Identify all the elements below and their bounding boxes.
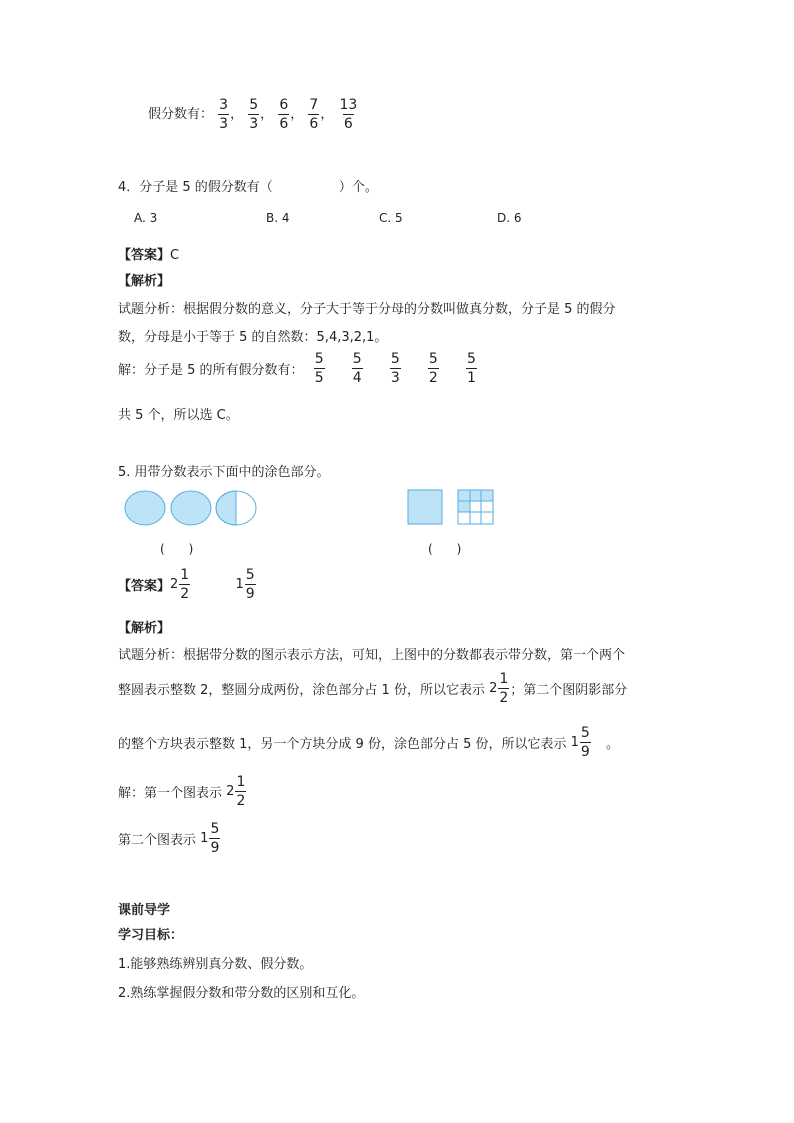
q4-analysis-line-1: 试题分析：根据假分数的意义，分子大于等于分母的分数叫做真分数，分子是 5 的假分 (118, 302, 616, 317)
fraction: $\frac{7}{6}$ (309, 97, 319, 132)
blank-1: ( ) (160, 542, 194, 556)
goals-label: 学习目标： (118, 928, 184, 943)
q5-solution-2: 第二个图表示 1 $\frac{5}{9}$ (118, 821, 220, 856)
shaded-half-circle (216, 491, 236, 525)
q4-analysis-label: 【解析】 (118, 274, 171, 289)
fraction: $\frac{5}{4}$ (352, 351, 362, 386)
shaded-circle-2 (171, 491, 211, 525)
improper-label: 假分数有： (148, 107, 214, 122)
fraction: $\frac{5}{3}$ (390, 351, 400, 386)
improper-fractions-line: 假分数有： $\frac{3}{3}$ ， $\frac{5}{3}$ ， $\frac{6}{6}$ ， $\frac{7}{6}$ ， $\frac{13}{6}$ (148, 97, 358, 132)
q5-analysis-label: 【解析】 (118, 621, 171, 636)
squares-figure (407, 489, 497, 527)
fraction: $\frac{5}{9}$ (210, 821, 220, 856)
q5-analysis-line-2: 整圆表示整数 2，整圆分成两份，涂色部分占 1 份，所以它表示 2 $\frac{1}{2}$ ；第二个图阴影部分 (118, 671, 628, 706)
goal-2: 2.熟练掌握假分数和带分数的区别和互化。 (118, 986, 365, 1001)
fraction: $\frac{5}{3}$ (249, 97, 259, 132)
fraction: $\frac{1}{2}$ (180, 567, 190, 602)
fraction: $\frac{13}{6}$ (339, 97, 358, 132)
fraction: $\frac{5}{9}$ (580, 725, 590, 760)
option-d: D. 6 (497, 211, 522, 225)
q5-analysis-line-1: 试题分析：根据带分数的图示表示方法，可知，上图中的分数都表示带分数，第一个两个 (118, 648, 626, 663)
q5-stem: 5. 用带分数表示下面中的涂色部分。 (118, 465, 330, 480)
fraction: $\frac{1}{2}$ (236, 774, 246, 809)
shaded-cell-middle (470, 490, 481, 501)
option-c: C. 5 (379, 211, 403, 225)
q5-answer: 【答案】2 $\frac{1}{2}$ 1 $\frac{5}{9}$ (118, 567, 255, 602)
shaded-circle-1 (125, 491, 165, 525)
goal-1: 1.能够熟练辨别真分数、假分数。 (118, 957, 313, 972)
shaded-cell-right (481, 490, 493, 501)
fraction: $\frac{5}{1}$ (466, 351, 476, 386)
fraction: $\frac{5}{5}$ (314, 351, 324, 386)
q4-analysis-line-2: 数，分母是小于等于 5 的自然数：5,4,3,2,1。 (118, 330, 388, 345)
q4-solution: 解：分子是 5 的所有假分数有： $\frac{5}{5}$ $\frac{5}{4}$ $\frac{5}{3}$ $\frac{5}{2}$ $\frac{5}{1}$ (118, 351, 476, 386)
shaded-square (408, 490, 442, 524)
fraction: $\frac{1}{2}$ (499, 671, 509, 706)
circles-figure (124, 489, 260, 527)
fraction: $\frac{5}{9}$ (245, 567, 255, 602)
q4-answer: 【答案】C (118, 248, 180, 263)
q4-stem: 4．分子是 5 的假分数有（ ）个。 (118, 180, 378, 195)
q4-conclusion: 共 5 个，所以选 C。 (118, 408, 239, 423)
q5-solution-1: 解：第一个图表示 2 $\frac{1}{2}$ (118, 774, 246, 809)
fraction: $\frac{3}{3}$ (219, 97, 229, 132)
option-a: A. 3 (134, 211, 158, 225)
fraction: $\frac{5}{2}$ (428, 351, 438, 386)
option-b: B. 4 (266, 211, 290, 225)
section-title: 课前导学 (118, 903, 171, 918)
fraction: $\frac{6}{6}$ (279, 97, 289, 132)
q5-analysis-line-3: 的整个方块表示整数 1，另一个方块分成 9 份，涂色部分占 5 份，所以它表示 1 $\frac{5}{9}$ 。 (118, 725, 619, 760)
blank-2: ( ) (428, 542, 462, 556)
